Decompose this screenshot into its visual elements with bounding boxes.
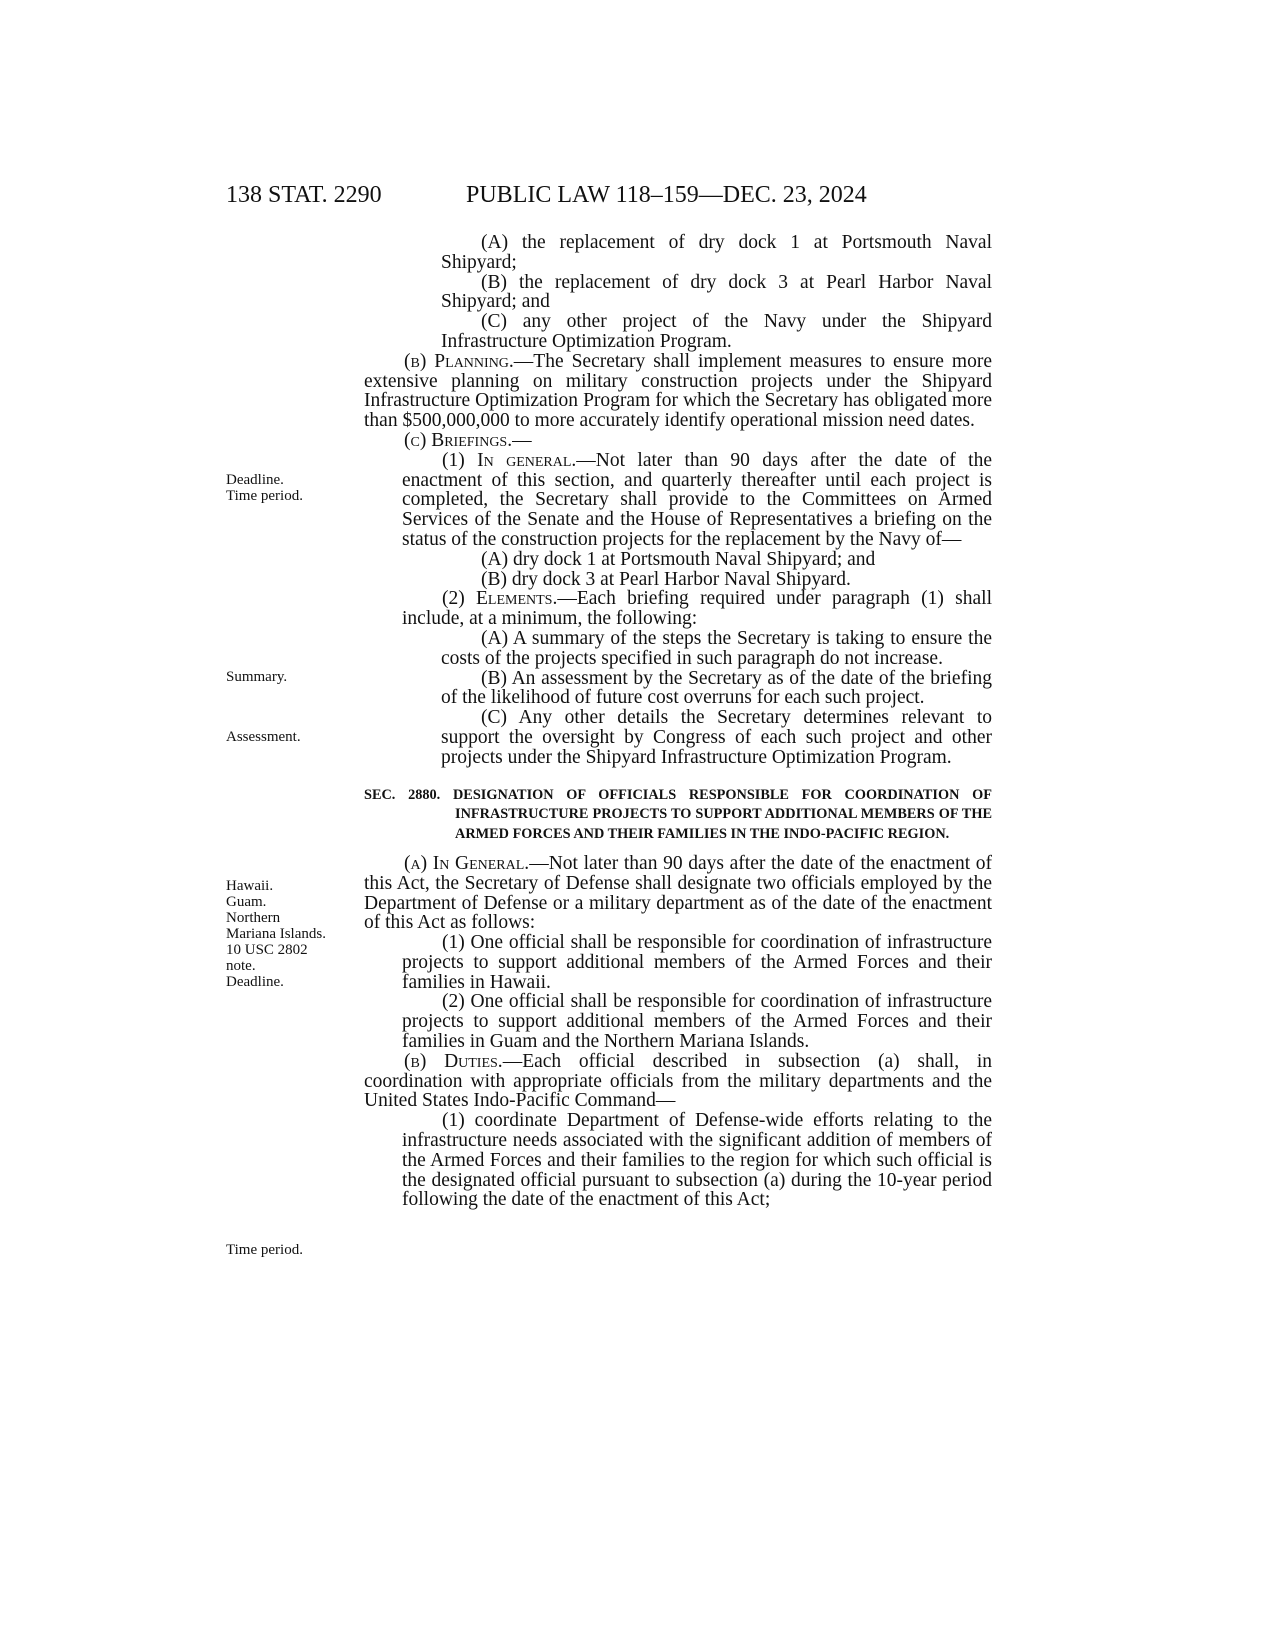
- subsection-label: (a) In General.: [404, 852, 530, 874]
- paragraph-label: (1) In general.: [442, 449, 577, 471]
- subsection-label: (b) Planning.: [404, 350, 514, 372]
- subsection-c-briefings: [364, 431, 992, 451]
- paragraph-a-item-A: (A) the replacement of dry dock 1 at Portsmouth Naval Shipyard;: [441, 232, 992, 273]
- section-2880-heading: [364, 786, 992, 845]
- paragraph-a-item-C: (C) any other project of the Navy under the Shipyard Infrastructure Optimization Program.: [441, 311, 992, 352]
- margin-note-line: Deadline.: [226, 472, 284, 488]
- margin-note-line: Mariana Islands.: [226, 926, 326, 942]
- public-law-header: PUBLIC LAW 118–159—DEC. 23, 2024: [466, 182, 867, 208]
- sec2880-paragraph-b1: (1) coordinate Department of Defense-wide efforts relating to the infrastructure needs associated with the significant addition of members of the Armed Forces and their families to the region for which such official is the designated official pursuant to subsection (a) during the 10-year period following the date of the enactment of this Act;: [402, 1110, 992, 1211]
- margin-note-briefings: [226, 472, 303, 504]
- margin-note-line: note.: [226, 958, 256, 974]
- margin-note-line: Guam.: [226, 894, 267, 910]
- margin-note-line: Hawaii.: [226, 878, 274, 894]
- subsection-text: —The Secretary shall implement measures to ensure more extensive planning on military construction projects under the Shipyard Infrastructure Optimization Program for which the Secretary has obligated more than $500,000,000 to more accurately identify operational mission need dates.: [364, 350, 992, 432]
- margin-note-line: Assessment.: [226, 729, 301, 745]
- margin-note-line: Deadline.: [226, 974, 284, 990]
- paragraph-c2-elements: [364, 589, 992, 629]
- statute-body: [364, 233, 992, 1210]
- margin-note-line: 10 USC 2802: [226, 942, 308, 958]
- paragraph-c2-item-C: (C) Any other details the Secretary determines relevant to support the oversight by Congress of each such project and other projects under the Shipyard Infrastructure Optimization Program.: [441, 707, 992, 768]
- subsection-text: —: [512, 429, 532, 451]
- sec2880-paragraph-a1: (1) One official shall be responsible for coordination of infrastructure projects to support additional members of the Armed Forces and their families in Hawaii.: [402, 932, 992, 993]
- margin-note-duties: [226, 1242, 303, 1258]
- paragraph-text: —Each briefing required under paragraph (1) shall include, at a minimum, the following:: [402, 588, 992, 630]
- margin-note-sec2880: [226, 878, 326, 990]
- paragraph-text: —Not later than 90 days after the date of the enactment of this section, and quarterly thereafter until each project is completed, the Secretary shall provide to the Committees on Armed Services of the Senate and the House of Representatives a briefing on the status of the construction projects for the replacement by the Navy of—: [402, 449, 992, 550]
- margin-note-line: Time period.: [226, 1242, 303, 1258]
- margin-note-line: Summary.: [226, 669, 288, 685]
- paragraph-a-item-B: (B) the replacement of dry dock 3 at Pearl Harbor Naval Shipyard; and: [441, 271, 992, 313]
- subsection-b-planning: [364, 352, 992, 431]
- paragraph-c2-item-B: (B) An assessment by the Secretary as of the date of the briefing of the likelihood of future cost overruns for each such project.: [441, 667, 992, 709]
- sec2880-subsection-b: [364, 1052, 992, 1111]
- sec2880-subsection-a: [364, 854, 992, 933]
- subsection-label: (c) Briefings.: [404, 429, 513, 451]
- paragraph-label: (2) Elements.: [442, 588, 558, 610]
- paragraph-c1-in-general: [364, 451, 992, 550]
- subsection-label: (b) Duties.: [404, 1050, 503, 1072]
- paragraph-c2-item-A: (A) A summary of the steps the Secretary is taking to ensure the costs of the projects specified in such paragraph do not increase.: [441, 627, 992, 669]
- section-title: DESIGNATION OF OFFICIALS RESPONSIBLE FOR COORDINATION OF INFRASTRUCTURE PROJECTS TO SUPPORT ADDITIONAL MEMBERS OF THE ARMED FORCES AND THEIR FAMILIES IN THE INDO-PACIFIC REGION.: [452, 786, 992, 843]
- margin-note-line: Time period.: [226, 488, 303, 504]
- margin-note-summary: [226, 669, 287, 685]
- sec2880-paragraph-a2: (2) One official shall be responsible for coordination of infrastructure projects to support additional members of the Armed Forces and their families in Guam and the Northern Mariana Islands.: [402, 991, 992, 1053]
- subsection-text: —Not later than 90 days after the date of the enactment of this Act, the Secretary of Defense shall designate two officials employed by the Department of Defense or a military department as of the date of the enactment of this Act as follows:: [364, 852, 993, 934]
- margin-note-assessment: [226, 729, 301, 745]
- paragraph-c1-item-B: (B) dry dock 3 at Pearl Harbor Naval Shipyard.: [481, 568, 851, 590]
- paragraph-c1-item-A: (A) dry dock 1 at Portsmouth Naval Shipyard; and: [481, 548, 876, 570]
- subsection-text: —Each official described in subsection (a) shall, in coordination with appropriate officials from the military departments and the United States Indo-Pacific Command—: [364, 1050, 992, 1112]
- stat-page-number: 138 STAT. 2290: [226, 182, 382, 208]
- section-number: SEC. 2880.: [364, 786, 441, 803]
- margin-note-line: Northern: [226, 910, 281, 926]
